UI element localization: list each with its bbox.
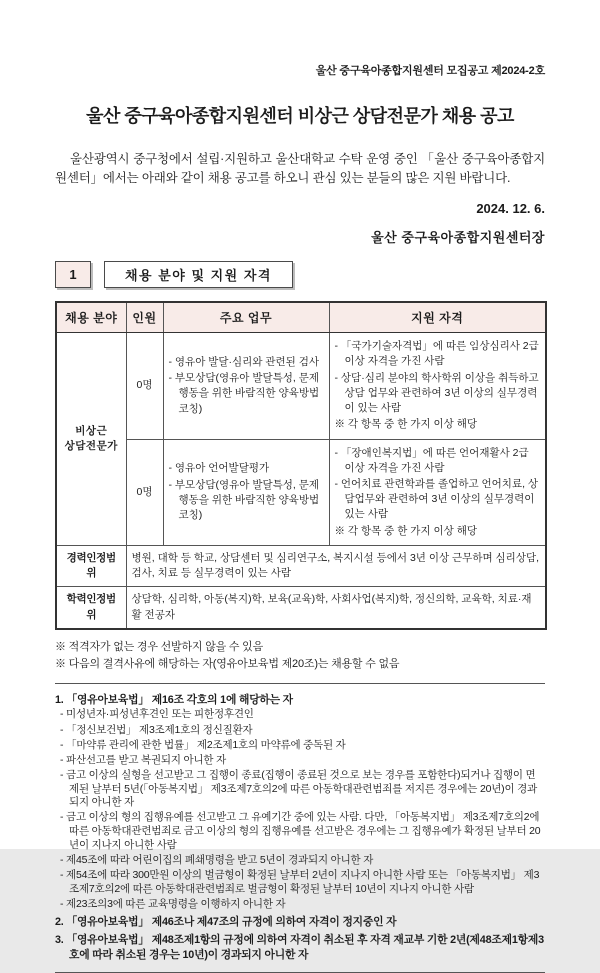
disqualification-sub-item: - 금고 이상의 형의 집행유예를 선고받고 그 유예기간 중에 있는 사람. 다만, 「아동복지법」 제3조제7호의2에 따른 아동학대관련범죄로 금고 이상의 형의 집행유예를 선고받은 경우에는 그 집행유예가 확정된 날부터 20년이 지나지 아니한 사람 [60,811,541,851]
table-row [56,439,546,545]
recruitment-table [55,301,547,630]
position-line1: 비상근 [75,424,108,437]
qualification-item: - 「국가기술자격법」에 따른 임상심리사 2급 이상 자격을 가진 사람 [334,340,539,368]
disqualification-sub-item: - 제54조에 따라 300만원 이상의 벌금형이 확정된 날부터 2년이 지나지 아니한 사람 또는 「아동복지법」 제3조제7호의2에 따른 아동학대관련범죄로 벌금형이 확정된 날부터 10년이 지나지 아니한 사람 [60,869,540,895]
disqualification-sub-item: - 제45조에 따라 어린이집의 폐쇄명령을 받고 5년이 경과되지 아니한 자 [60,853,374,866]
education-text: 상담학, 심리학, 아동(복지)학, 보육(교육)학, 사회사업(복지)학, 정신의학, 교육학, 치료·재활 전공자 [126,587,546,629]
duty-item: - 영유아 언어발달평가 [168,462,270,475]
intro-paragraph: 울산광역시 중구청에서 설립·지원하고 울산대학교 수탁 운영 중인 「울산 중구육아종합지원센터」에서는 아래와 같이 채용 공고를 하오니 관심 있는 분들의 많은 지원 바랍니다. [55,152,545,186]
disqualification-sub-item: - 파산선고를 받고 복권되지 아니한 자 [60,753,227,766]
note-item: ※ 적격자가 없는 경우 선발하지 않을 수 있음 [55,640,264,653]
career-row [56,545,546,586]
doc-number: 울산 중구육아종합지원센터 모집공고 제2024-2호 [315,65,545,77]
divider-top [55,683,545,684]
header-duties: 주요 업무 [163,302,329,333]
table-header-row [56,302,546,333]
disqualification-sub-item: - 「정신보건법」 제3조제1호의 정신질환자 [60,723,253,736]
duty-item: - 부모상담(영유아 발달특성, 문제행동을 위한 바람직한 양육방법 코칭) [168,478,320,521]
count-cell: 0명 [126,439,163,545]
disqualification-sub-item: - 미성년자·피성년후견인 또는 피한정후견인 [60,708,254,721]
section-number-box: 1 [55,261,91,288]
position-line2: 상담전문가 [64,440,118,453]
qualification-item: - 「장애인복지법」에 따른 언어재활사 2급 이상 자격을 가진 사람 [334,446,529,474]
career-text: 병원, 대학 등 학교, 상담센터 및 심리연구소, 복지시설 등에서 3년 이상 근무하며 심리상담, 검사, 치료 등 실무경력이 있는 사람 [126,545,546,586]
disqualification-item-2: 2. 「영유아보육법」 제46조나 제47조의 규정에 의하여 자격이 정지중인 자 [55,916,397,929]
section-title-box: 채용 분야 및 지원 자격 [104,261,293,288]
qualification-note: ※ 각 항목 중 한 가지 이상 해당 [334,524,477,537]
disqualification-item-1: 1. 「영유아보육법」 제16조 각호의 1에 해당하는 자 [55,693,293,706]
table-row [56,333,546,439]
duty-item: - 영유아 발달·심리와 관련된 검사 [168,355,320,368]
header-count: 인원 [126,302,163,333]
divider-bottom [55,972,545,973]
education-label: 학력인정범위 [56,587,126,629]
disqualification-sub-item: - 금고 이상의 실형을 선고받고 그 집행이 종료(집행이 종료된 것으로 보는 경우를 포함한다)되거나 집행이 면제된 날부터 5년(「아동복지법」 제3조제7호의2에 따른 아동학대관련범죄를 저지른 경우에는 20년)이 경과되지 아니한 자 [60,769,538,809]
count-cell: 0명 [126,333,163,439]
header-qualifications: 지원 자격 [329,302,546,333]
note-item: ※ 다음의 결격사유에 해당하는 자(영유아보육법 제20조)는 채용할 수 없음 [55,658,400,671]
qualification-note: ※ 각 항목 중 한 가지 이상 해당 [334,418,477,431]
duties-cell [163,333,329,439]
qualification-item: - 상담·심리 분야의 학사학위 이상을 취득하고 상담 업무와 관련하여 3년 이상의 실무경력이 있는 사람 [334,371,539,415]
disqualification-sub-item: - 제23조의3에 따른 교육명령을 이행하지 아니한 자 [60,897,286,910]
table-notes [55,639,545,674]
education-row [56,587,546,629]
doc-date: 2024. 12. 6. [476,201,545,217]
qualifications-cell [329,439,546,545]
qualifications-cell [329,333,546,439]
disqualification-list [55,693,545,962]
page-title: 울산 중구육아종합지원센터 비상근 상담전문가 채용 공고 [86,106,514,126]
career-label: 경력인정범위 [56,545,126,586]
header-field: 채용 분야 [56,302,126,333]
signatory: 울산 중구육아종합지원센터장 [371,230,545,246]
disqualification-item-3: 3. 「영유아보육법」 제48조제1항의 규정에 의하여 자격이 취소된 후 자격 재교부 기한 2년(제48조제1항제3호에 따라 취소된 경우는 10년)이 경과되지 아니한 자 [55,934,544,961]
qualification-item: - 언어치료 관련학과를 졸업하고 언어치료, 상담업무와 관련하여 3년 이상의 실무경력이 있는 사람 [334,478,539,521]
duties-cell [163,439,329,545]
position-cell [56,333,126,546]
duty-item: - 부모상담(영유아 발달특성, 문제행동을 위한 바람직한 양육방법 코칭) [168,372,320,415]
section-1-header [55,261,545,288]
disqualification-sub-item: - 「마약류 관리에 관한 법률」 제2조제1호의 마약류에 중독된 자 [60,738,346,751]
